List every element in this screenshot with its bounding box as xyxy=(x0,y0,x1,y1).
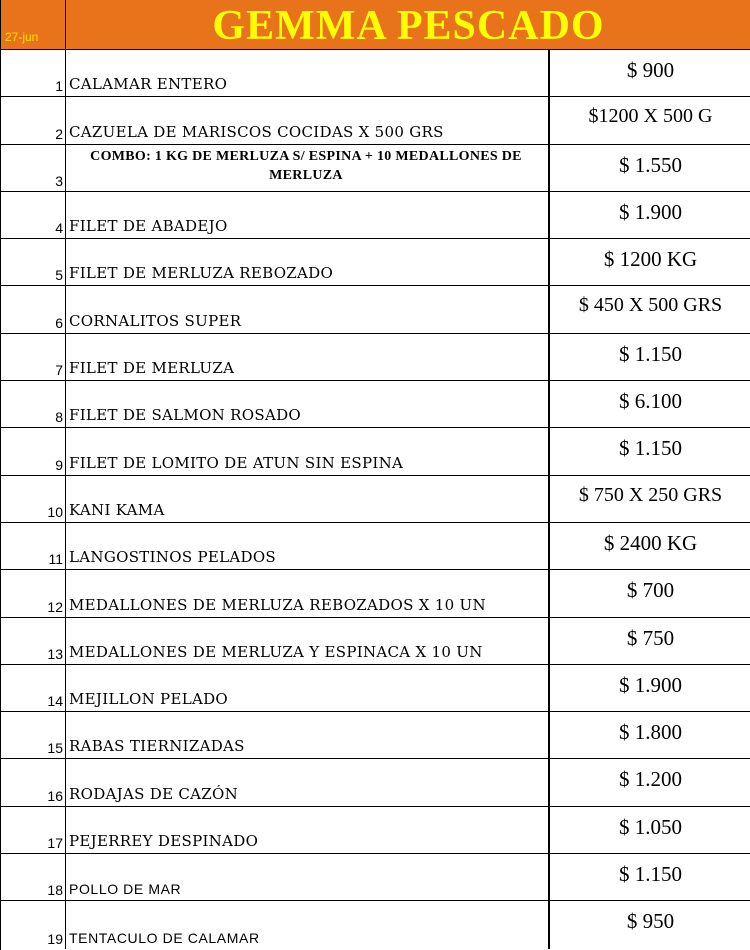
product-price: $ 1.900 xyxy=(619,199,682,224)
row-number: 19 xyxy=(47,930,63,947)
product-table xyxy=(1,50,750,949)
column-divider xyxy=(65,570,66,616)
table-row xyxy=(1,334,750,381)
row-number: 4 xyxy=(55,220,63,237)
column-divider xyxy=(65,523,66,569)
table-row xyxy=(1,665,750,712)
table-row xyxy=(1,286,750,333)
column-divider xyxy=(65,286,66,332)
table-row xyxy=(1,145,750,192)
column-divider xyxy=(65,901,66,948)
column-divider xyxy=(65,428,66,474)
row-number: 17 xyxy=(47,835,63,852)
product-price: $ 750 X 250 GRS xyxy=(578,483,723,506)
product-name: POLLO DE MAR xyxy=(69,881,182,898)
product-name: RABAS TIERNIZADAS xyxy=(69,737,245,756)
product-name: CALAMAR ENTERO xyxy=(69,75,228,94)
table-row xyxy=(1,523,750,570)
page-title: GEMMA PESCADO xyxy=(212,3,605,49)
column-divider xyxy=(65,381,66,427)
product-price: $ 450 X 500 GRS xyxy=(578,294,723,317)
column-divider xyxy=(65,145,66,191)
row-number: 8 xyxy=(55,409,63,426)
product-name: LANGOSTINOS PELADOS xyxy=(69,548,277,567)
product-name: TENTACULO DE CALAMAR xyxy=(69,929,260,946)
product-name: PEJERREY DESPINADO xyxy=(69,832,259,851)
header-bar xyxy=(1,0,750,50)
product-price: $ 6.100 xyxy=(619,389,682,414)
date-label: 27-jun xyxy=(5,30,39,44)
product-price: $1200 X 500 G xyxy=(588,105,713,128)
column-divider xyxy=(65,665,66,711)
product-price: $ 2400 KG xyxy=(603,530,698,555)
column-divider xyxy=(65,50,66,96)
product-name: COMBO: 1 KG DE MERLUZA S/ ESPINA + 10 MEDALLONES DE MERLUZA xyxy=(90,148,522,183)
product-name: FILET DE MERLUZA REBOZADO xyxy=(69,264,334,283)
product-name: MEDALLONES DE MERLUZA Y ESPINACA X 10 UN xyxy=(69,642,483,661)
table-row xyxy=(1,428,750,475)
column-divider xyxy=(65,807,66,853)
table-row xyxy=(1,381,750,428)
column-divider xyxy=(65,854,66,900)
product-name: MEDALLONES DE MERLUZA REBOZADOS X 10 UN xyxy=(69,595,486,614)
product-name: CORNALITOS SUPER xyxy=(69,311,242,330)
column-divider xyxy=(65,476,66,522)
row-number: 16 xyxy=(47,787,63,804)
product-price: $ 750 xyxy=(626,625,675,650)
table-row xyxy=(1,712,750,759)
product-price: $ 1.900 xyxy=(619,672,682,697)
column-divider xyxy=(65,334,66,380)
column-divider xyxy=(65,712,66,758)
product-price: $ 900 xyxy=(626,58,675,82)
product-name: FILET DE SALMON ROSADO xyxy=(69,406,302,425)
row-number: 11 xyxy=(48,551,63,568)
column-divider xyxy=(65,97,66,143)
product-name: FILET DE MERLUZA xyxy=(69,359,235,378)
product-price: $ 1.550 xyxy=(619,152,682,177)
product-name: MEJILLON PELADO xyxy=(69,690,229,709)
row-number: 13 xyxy=(47,645,63,662)
table-row xyxy=(1,854,750,901)
table-row xyxy=(1,239,750,286)
row-number: 6 xyxy=(55,314,63,331)
row-number: 14 xyxy=(47,693,63,710)
table-row xyxy=(1,476,750,523)
column-divider xyxy=(65,239,66,285)
table-row xyxy=(1,97,750,144)
row-number: 18 xyxy=(47,882,63,899)
column-divider xyxy=(65,192,66,238)
product-price: $ 1.050 xyxy=(619,814,682,839)
row-number: 1 xyxy=(55,78,63,95)
product-name: RODAJAS DE CAZÓN xyxy=(69,784,239,803)
product-name: KANI KAMA xyxy=(69,500,165,519)
product-name: FILET DE LOMITO DE ATUN SIN ESPINA xyxy=(69,453,404,472)
table-row xyxy=(1,618,750,665)
row-number: 10 xyxy=(47,503,63,520)
product-price: $ 1.150 xyxy=(619,436,682,461)
row-number: 3 xyxy=(55,172,63,189)
table-row xyxy=(1,570,750,617)
product-price: $ 1.150 xyxy=(619,862,682,887)
row-number: 15 xyxy=(47,740,63,757)
row-number: 2 xyxy=(55,125,63,142)
row-number: 9 xyxy=(55,456,63,473)
table-row xyxy=(1,807,750,854)
row-number: 12 xyxy=(47,598,63,615)
row-number: 7 xyxy=(55,362,63,379)
table-row xyxy=(1,50,750,97)
product-price: $ 1.800 xyxy=(619,720,682,745)
product-price: $ 1.150 xyxy=(619,341,682,366)
table-row xyxy=(1,192,750,239)
table-row xyxy=(1,759,750,806)
product-price: $ 1.200 xyxy=(619,767,682,792)
product-price: $ 950 xyxy=(626,909,675,934)
table-row xyxy=(1,901,750,948)
product-name: FILET DE ABADEJO xyxy=(69,217,228,236)
product-price: $ 1200 KG xyxy=(603,247,698,272)
row-number: 5 xyxy=(55,267,63,284)
product-name: CAZUELA DE MARISCOS COCIDAS X 500 GRS xyxy=(69,122,444,141)
column-divider xyxy=(65,759,66,805)
column-divider xyxy=(65,618,66,664)
product-price: $ 700 xyxy=(626,578,675,603)
